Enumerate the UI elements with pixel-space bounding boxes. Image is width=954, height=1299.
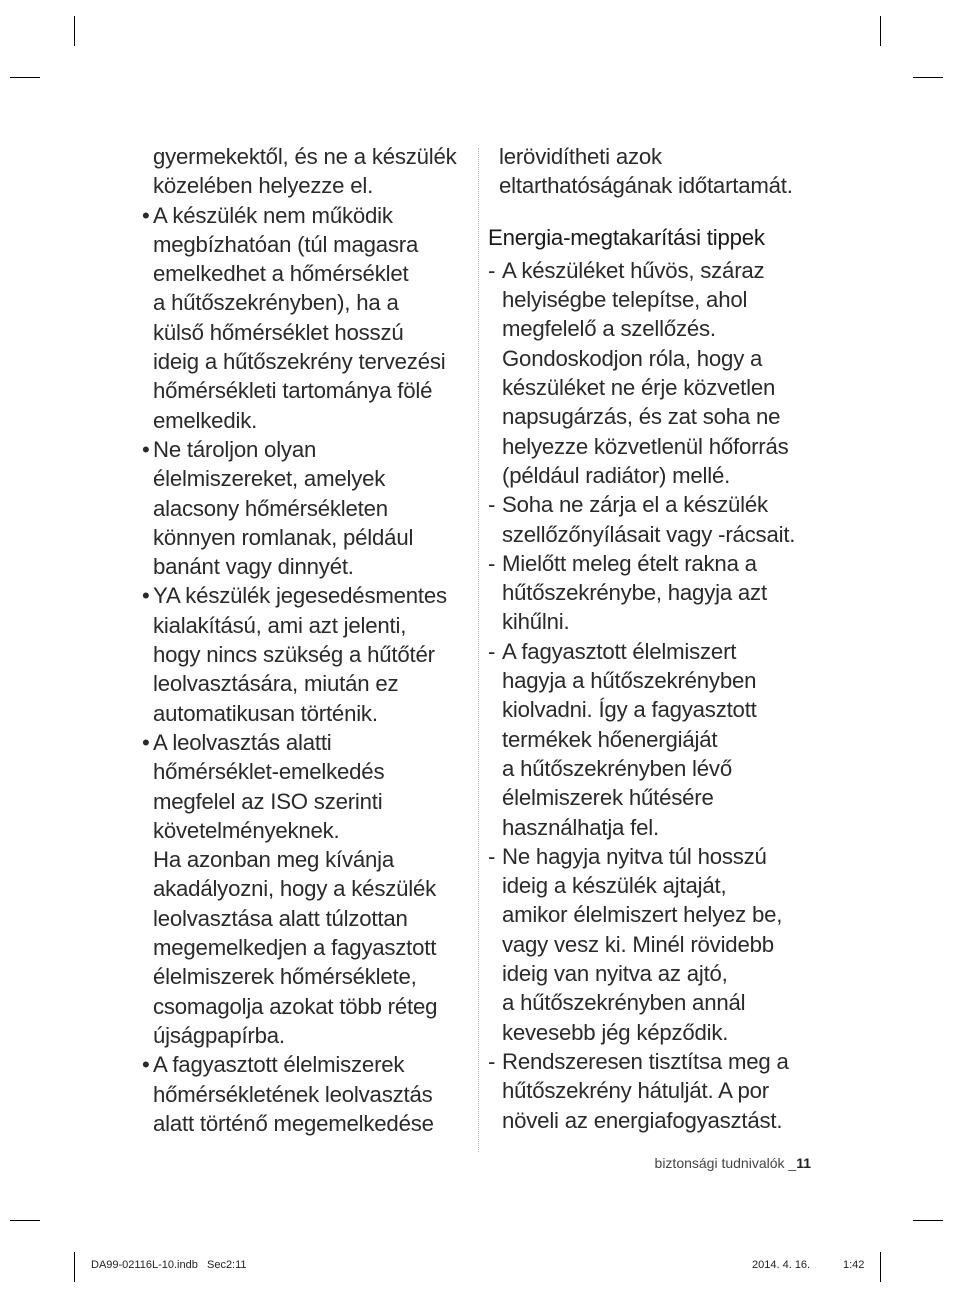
text-line: csomagolja azokat több réteg	[153, 993, 438, 1019]
crop-mark-top-right-vertical	[880, 16, 881, 46]
text-line: Rendszeresen tisztítsa meg a	[502, 1048, 789, 1074]
text-line: megemelkedjen a fagyasztott	[153, 935, 437, 961]
text-line: ideig a készülék ajtaját,	[502, 873, 727, 899]
text-line: Mielőtt meleg ételt rakna a	[502, 550, 757, 576]
tip-item	[488, 842, 818, 1047]
text-line: lerövidítheti azok	[499, 144, 662, 169]
bullet-item	[132, 728, 477, 1050]
text-line: követelményeknek.	[153, 817, 340, 843]
text-line: kevesebb jég képződik.	[502, 1019, 729, 1045]
text-line: A készüléket hűvös, száraz	[502, 257, 765, 283]
text-line: hőmérséklet-emelkedés	[153, 759, 385, 785]
text-line: (például radiátor) mellé.	[502, 462, 731, 488]
bullet-icon: •	[142, 729, 150, 755]
text-line: kihűlni.	[502, 609, 570, 635]
section-heading: Energia-megtakarítási tippek	[488, 224, 765, 250]
text-line: megfelel az ISO szerinti	[153, 788, 383, 814]
slug-file: DA99-02116L-10.indb Sec2:11	[91, 1259, 247, 1271]
tip-item	[488, 490, 818, 549]
bullet-icon: •	[142, 436, 150, 462]
text-line: alatt történő megemelkedése	[153, 1110, 434, 1136]
crop-mark-bottom-left-vertical	[74, 1252, 75, 1282]
bullet-item	[132, 435, 477, 581]
text-line: a hűtőszekrényben annál	[502, 990, 746, 1016]
text-line: élelmiszerek hőmérséklete,	[153, 964, 417, 990]
page-number: 11	[796, 1155, 811, 1171]
text-line: hűtőszekrénybe, hagyja azt	[502, 580, 767, 606]
text-line: A fagyasztott élelmiszert	[502, 638, 737, 664]
continuation-paragraph	[488, 142, 818, 201]
text-line: Soha ne zárja el a készülék	[502, 492, 768, 518]
crop-mark-bottom-right-horizontal	[913, 1220, 943, 1221]
footer-section-label: biztonsági tudnivalók _	[654, 1155, 797, 1171]
bullet-icon: •	[142, 583, 150, 609]
text-line: újságpapírba.	[153, 1022, 285, 1048]
dash-icon: -	[488, 550, 496, 576]
tip-item	[488, 637, 818, 842]
text-line: helyezze közvetlenül hőforrás	[502, 433, 789, 459]
text-line: szellőzőnyílásait vagy -rácsait.	[502, 521, 796, 547]
tip-item	[488, 549, 818, 637]
text-line: hagyja a hűtőszekrényben	[502, 668, 757, 694]
dash-icon: -	[488, 843, 496, 869]
tip-item	[488, 1047, 818, 1135]
text-line: leolvasztására, miután ez	[153, 671, 399, 697]
text-line: A készülék nem működik	[153, 202, 393, 228]
text-line: közelében helyezze el.	[153, 173, 374, 199]
text-line: külső hőmérséklet hosszú	[153, 319, 404, 345]
text-line: Ne hagyja nyitva túl hosszú	[502, 843, 767, 869]
bullet-item	[132, 581, 477, 727]
text-line: hogy nincs szükség a hűtőtér	[153, 642, 435, 668]
text-line: emelkedik.	[153, 407, 258, 433]
text-line: eltarthatóságának időtartamát.	[499, 173, 793, 199]
text-line: ideig a hűtőszekrény tervezési	[153, 349, 446, 375]
text-line: termékek hőenergiáját	[502, 726, 718, 752]
text-line: hőmérsékleti tartománya fölé	[153, 378, 433, 404]
text-line: alacsony hőmérsékleten	[153, 495, 388, 521]
slug-date: 2014. 4. 16.	[752, 1259, 811, 1271]
text-line: kiolvadni. Így a fagyasztott	[502, 697, 757, 723]
text-line: helyiségbe telepítse, ahol	[502, 287, 748, 313]
crop-mark-top-right-horizontal	[913, 77, 943, 78]
text-line: automatikusan történik.	[153, 700, 378, 726]
intro-paragraph	[132, 142, 477, 201]
crop-mark-top-left-horizontal	[10, 77, 40, 78]
page-footer	[655, 1155, 811, 1171]
text-line: vagy vesz ki. Minél rövidebb	[502, 931, 774, 957]
text-line: A fagyasztott élelmiszerek	[153, 1052, 405, 1078]
dash-icon: -	[488, 492, 496, 518]
text-line: növeli az energiafogyasztást.	[502, 1107, 783, 1133]
text-line: készüléket ne érje közvetlen	[502, 375, 776, 401]
column-divider	[478, 148, 479, 1152]
text-line: megbízhatóan (túl magasra	[153, 231, 419, 257]
text-line: YA készülék jegesedésmentes	[153, 583, 447, 609]
text-line: amikor élelmiszert helyez be,	[502, 902, 783, 928]
text-line: használhatja fel.	[502, 814, 659, 840]
text-line: élelmiszereket, amelyek	[153, 466, 386, 492]
text-line: ideig van nyitva az ajtó,	[502, 961, 728, 987]
bullet-icon: •	[142, 1052, 150, 1078]
crop-mark-bottom-right-vertical	[880, 1252, 881, 1282]
text-line: hőmérsékletének leolvasztás	[153, 1081, 433, 1107]
text-line: gyermekektől, és ne a készülék	[153, 144, 457, 169]
dash-icon: -	[488, 1048, 496, 1074]
text-line: megfelelő a szellőzés.	[502, 316, 716, 342]
text-line: a hűtőszekrényben lévő	[502, 755, 732, 781]
text-line: akadályozni, hogy a készülék	[153, 876, 437, 902]
tip-item	[488, 256, 818, 490]
text-line: napsugárzás, és zat soha ne	[502, 404, 781, 430]
left-column	[132, 142, 477, 1138]
crop-mark-top-left-vertical	[74, 16, 75, 46]
text-line: élelmiszerek hűtésére	[502, 785, 714, 811]
text-line: Gondoskodjon róla, hogy a	[502, 345, 763, 371]
slug-time: 1:42	[843, 1259, 865, 1271]
crop-mark-bottom-left-horizontal	[10, 1220, 40, 1221]
text-line: banánt vagy dinnyét.	[153, 554, 354, 580]
bullet-icon: •	[142, 202, 150, 228]
text-line: emelkedhet a hőmérséklet	[153, 261, 409, 287]
bullet-item	[132, 1050, 477, 1138]
text-line: a hűtőszekrényben), ha a	[153, 290, 399, 316]
text-line: A leolvasztás alatti	[153, 729, 332, 755]
dash-icon: -	[488, 638, 496, 664]
text-line: kialakítású, ami azt jelenti,	[153, 612, 407, 638]
dash-icon: -	[488, 257, 496, 283]
bullet-item	[132, 201, 477, 435]
text-line: leolvasztása alatt túlzottan	[153, 905, 408, 931]
text-line: Ha azonban meg kívánja	[153, 847, 395, 873]
text-line: Ne tároljon olyan	[153, 436, 317, 462]
right-column	[488, 142, 818, 1135]
text-line: könnyen romlanak, például	[153, 524, 414, 550]
text-line: hűtőszekrény hátulját. A por	[502, 1078, 769, 1104]
